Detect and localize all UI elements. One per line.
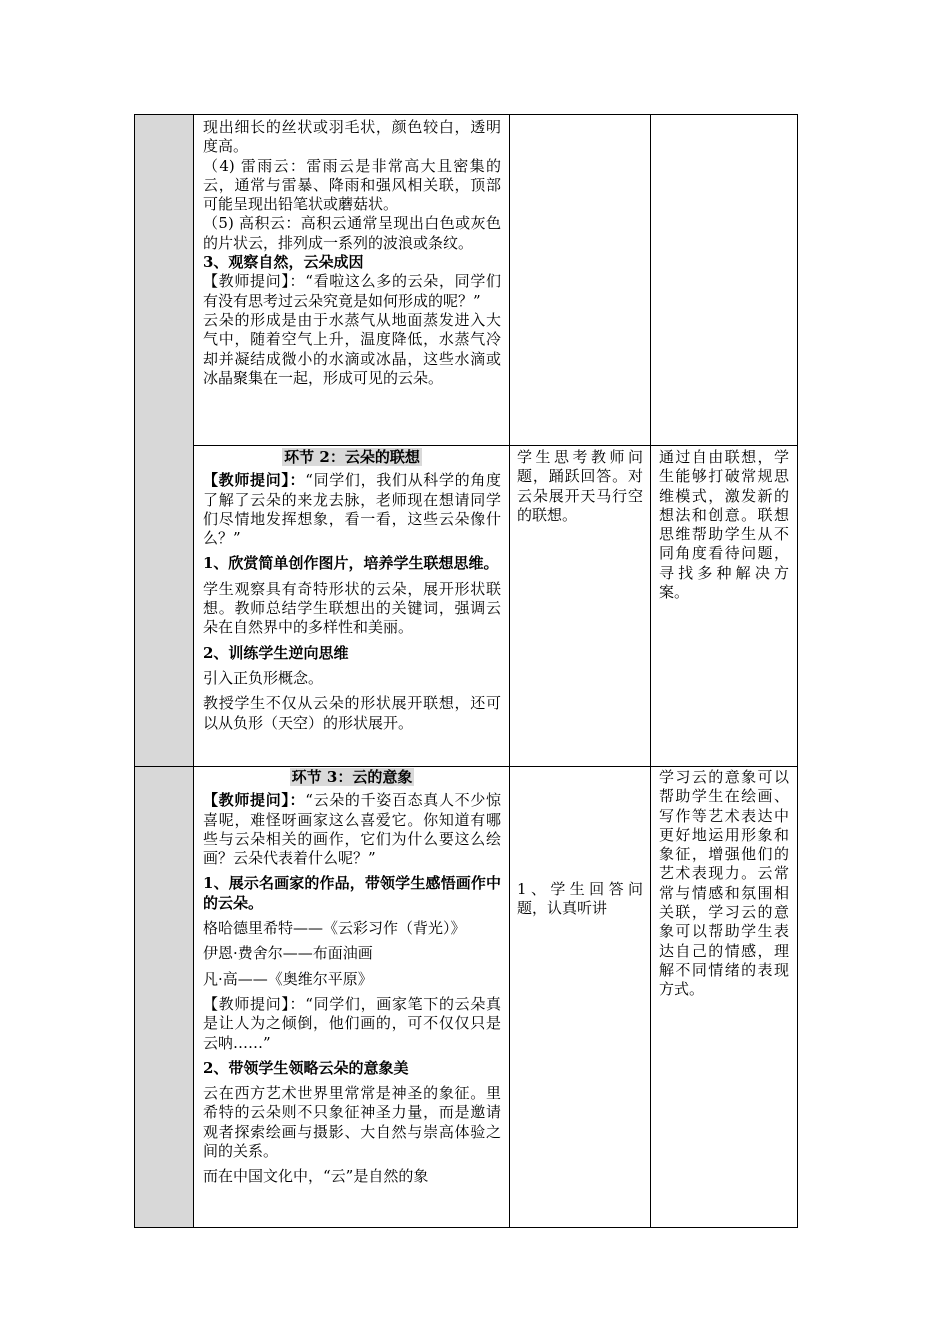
- row-divider-1: [193, 445, 798, 446]
- row2-purpose-cell: [659, 448, 789, 602]
- artwork-2: 伊恩·费舍尔——布面油画: [203, 944, 373, 963]
- stage-3-subtitle-1: 1、展示名画家的作品，带领学生感悟画作中的云朵。: [203, 874, 501, 912]
- column-divider-1: [193, 114, 194, 1228]
- shaded-column-bottom: [135, 767, 193, 1227]
- section-3-title: 3、观察自然，云朵成因: [203, 253, 364, 272]
- stage-2-heading: 环节 2：云朵的联想: [284, 448, 420, 466]
- row3-purpose-cell: [659, 768, 789, 1000]
- stage-3-teacher-question-2: 【教师提问】：“同学们，画家笔下的云朵真是让人为之倾倒，他们画的，可不仅仅只是云呐……”: [203, 994, 501, 1052]
- shaded-column-top: [135, 115, 193, 766]
- artwork-3: 凡·高——《奥维尔平原》: [203, 969, 373, 988]
- stage-2-text-3: 教授学生不仅从云朵的形状展开联想，还可以从负形（天空）的形状展开。: [203, 694, 501, 732]
- row3-content-cell: [203, 768, 501, 1187]
- column-divider-2: [509, 114, 510, 1228]
- row-divider-2: [134, 766, 798, 767]
- stage-2-student-activity: 学生思考教师问题，踊跃回答。对云朵展开天马行空的联想。: [517, 448, 643, 524]
- stage-3-text-1: 云在西方艺术世界里常常是神圣的象征。里希特的云朵则不只象征神圣力量，而是邀请观者探索绘画与摄影、大自然与崇高体验之间的关系。: [203, 1084, 501, 1161]
- row3-student-cell: [517, 880, 643, 919]
- stage-3-text-2: 而在中国文化中，“云”是自然的象: [203, 1167, 429, 1186]
- stage-2-teacher-question: 【教师提问】：“同学们，我们从科学的角度了解了云朵的来龙去脉，老师现在想请同学们尽情地发挥想象，看一看，这些云朵像什么？”: [203, 471, 501, 548]
- stage-2-subtitle-1: 1、欣赏简单创作图片，培养学生联想思维。: [203, 554, 499, 573]
- stage-2-subtitle-2: 2、训练学生逆向思维: [203, 643, 349, 662]
- table-border-right: [797, 114, 798, 1228]
- stage-3-design-purpose: 学习云的意象可以帮助学生在绘画、写作等艺术表达中更好地运用形象和象征，增强他们的艺术表现力。云常常与情感和氛围相关联，学习云的意象可以帮助学生表达自己的情感，理解不同情绪的表现方式。: [659, 768, 789, 999]
- stage-3-heading: 环节 3：云的意象: [291, 768, 413, 786]
- row2-student-cell: [517, 448, 643, 525]
- cloud-formation-text: 云朵的形成是由于水蒸气从地面蒸发进入大气中，随着空气上升，温度降低，水蒸气冷却并凝结成微小的水滴或冰晶，这些水滴或冰晶聚集在一起，形成可见的云朵。: [203, 310, 501, 387]
- row2-content-cell: [203, 448, 501, 733]
- artwork-1: 格哈德里希特——《云彩习作（背光）》: [203, 919, 466, 938]
- table-border-top: [134, 114, 798, 115]
- table-border-left: [134, 114, 135, 1228]
- stage-2-text-1: 学生观察具有奇特形状的云朵，展开形状联想。教师总结学生联想出的关键词，强调云朵在自然界中的多样性和美丽。: [203, 579, 501, 637]
- column-divider-3: [650, 114, 651, 1228]
- stage-3-subtitle-2: 2、带领学生领略云朵的意象美: [203, 1058, 409, 1077]
- row1-content-cell: [203, 118, 501, 388]
- stage-2-text-2: 引入正负形概念。: [203, 668, 324, 687]
- stage-2-design-purpose: 通过自由联想，学生能够打破常规思维模式，激发新的想法和创意。联想思维帮助学生从不同角度看待问题，寻找多种解决方案。: [659, 448, 789, 602]
- stage-3-teacher-question: 【教师提问】：“云朵的千姿百态真人不少惊喜呢，难怪呀画家这么喜爱它。你知道有哪些与云朵相关的画作，它们为什么要这么绘画？云朵代表着什么呢？”: [203, 791, 501, 868]
- cirrus-text-continued: 现出细长的丝状或羽毛状，颜色较白，透明度高。: [203, 118, 501, 156]
- teacher-question-3: 【教师提问】：“看啦这么多的云朵，同学们有没有思考过云朵究竟是如何形成的呢？”: [203, 272, 501, 310]
- thundercloud-text: （4) 雷雨云：雷雨云是非常高大且密集的云，通常与雷暴、降雨和强风相关联，顶部可能呈现出铅笔状或蘑菇状。: [203, 156, 501, 214]
- stage-3-student-activity: 1、学生回答问题，认真听讲: [517, 880, 643, 918]
- table-border-bottom: [134, 1227, 798, 1228]
- altocumulus-text: （5) 高积云：高积云通常呈现出白色或灰色的片状云，排列成一系列的波浪或条纹。: [203, 214, 501, 252]
